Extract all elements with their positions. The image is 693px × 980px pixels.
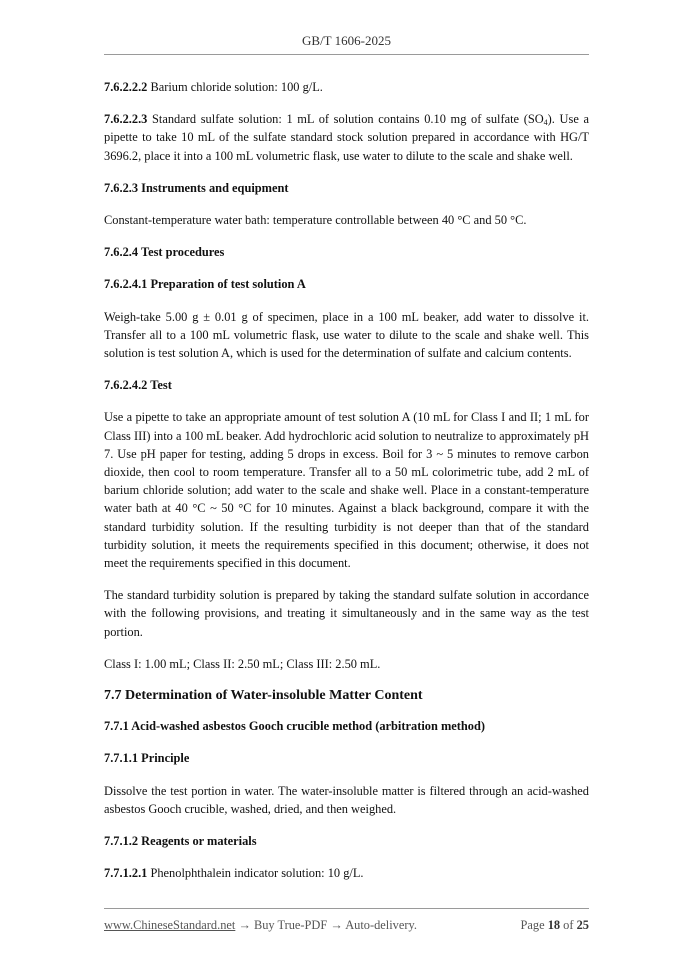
footer-divider [104, 908, 589, 909]
paragraph-phenolphthalein [104, 864, 589, 882]
clause-number: 7.6.2.2.2 [104, 80, 148, 94]
paragraph-barium-chloride [104, 78, 589, 96]
site-link[interactable]: www.ChineseStandard.net [104, 918, 236, 932]
heading-test-procedures: 7.6.2.4 Test procedures [104, 245, 225, 260]
paragraph-principle: Dissolve the test portion in water. The water-insoluble matter is filtered through an acid-washed asbestos Gooch crucible, washed, dried, and then weighed. [104, 783, 589, 816]
document-body [104, 78, 589, 897]
page-label: Page [520, 918, 548, 932]
paragraph-test: Use a pipette to take an appropriate amount of test solution A (10 mL for Class I and II; 1 mL for Class III) into a 100 mL beaker. Add hydrochloric acid solution to neutralize to approximately pH 7. Use pH paper for testing, adding 5 drops in excess. Boil for 3 ~ 5 minutes to remove carbon dioxide, then cool to room temperature. Transfer all to a 50 mL colorimetric tube, add 2 mL of barium chloride solution; add water to the scale and shake well. Place in a constant-temperature water bath at 40 °C ~ 50 °C for 10 minutes. Against a black background, compare it with the standard turbidity solution. If the resulting turbidity is not deeper than that of the standard turbidity solution, it meets the requirements specified in this document; otherwise, it does not meet the requirements specified in this document. [104, 410, 589, 571]
paragraph-classes: Class I: 1.00 mL; Class II: 2.50 mL; Class III: 2.50 mL. [104, 656, 381, 671]
heading-water-insoluble: 7.7 Determination of Water-insoluble Matter Content [104, 688, 423, 704]
paragraph-standard-sulfate [104, 110, 589, 165]
paragraph-preparation: Weigh-take 5.00 g ± 0.01 g of specimen, place in a 100 mL beaker, add water to dissolve it. Transfer all to a 100 mL volumetric flask, use water to dilute to the scale and shake well. This solution is test solution A, which is used for the determination of sulfate and calcium contents. [104, 309, 589, 361]
heading-principle: 7.7.1.1 Principle [104, 751, 190, 766]
paragraph-text: Barium chloride solution: 100 g/L. [147, 80, 323, 94]
arrow-icon: → [235, 918, 254, 932]
heading-preparation: 7.6.2.4.1 Preparation of test solution A [104, 277, 306, 292]
page-indicator [521, 918, 590, 933]
buy-link[interactable]: Buy True-PDF [253, 918, 328, 932]
arrow-icon: → [327, 918, 346, 932]
paragraph-standard-turbidity: The standard turbidity solution is prepared by taking the standard sulfate solution in accordance with the following provisions, and treating it simultaneously and in the same way as the test portion. [104, 588, 589, 639]
page-header [0, 33, 693, 49]
subscript: 4 [543, 118, 548, 128]
of-label: of [560, 918, 577, 932]
header-divider [104, 54, 589, 55]
paragraph-text: Phenolphthalein indicator solution: 10 g/L. [147, 866, 364, 881]
clause-number: 7.6.2.2.3 [104, 112, 148, 127]
heading-instruments: 7.6.2.3 Instruments and equipment [104, 180, 289, 195]
page-total: 25 [576, 918, 589, 932]
page-number: 18 [547, 918, 561, 932]
heading-test: 7.6.2.4.2 Test [104, 378, 172, 393]
paragraph-text: ). Use a pipette to take 10 mL of the sulfate standard stock solution prepared in accordance with HG/T 3696.2, place it into a 100 mL volumetric flask, use water to dilute to the scale and shake well. [104, 112, 589, 163]
paragraph-text: Standard sulfate solution: 1 mL of solution contains 0.10 mg of sulfate (SO [147, 112, 544, 127]
heading-gooch-method: 7.7.1 Acid-washed asbestos Gooch crucible method (arbitration method) [104, 719, 485, 734]
clause-number: 7.7.1.2.1 [104, 866, 148, 881]
paragraph-instruments: Constant-temperature water bath: temperature controllable between 40 °C and 50 °C. [104, 213, 527, 228]
standard-code: GB/T 1606-2025 [302, 33, 391, 48]
delivery-text: Auto-delivery. [345, 918, 417, 932]
heading-reagents: 7.7.1.2 Reagents or materials [104, 834, 257, 849]
page-footer [104, 918, 589, 933]
